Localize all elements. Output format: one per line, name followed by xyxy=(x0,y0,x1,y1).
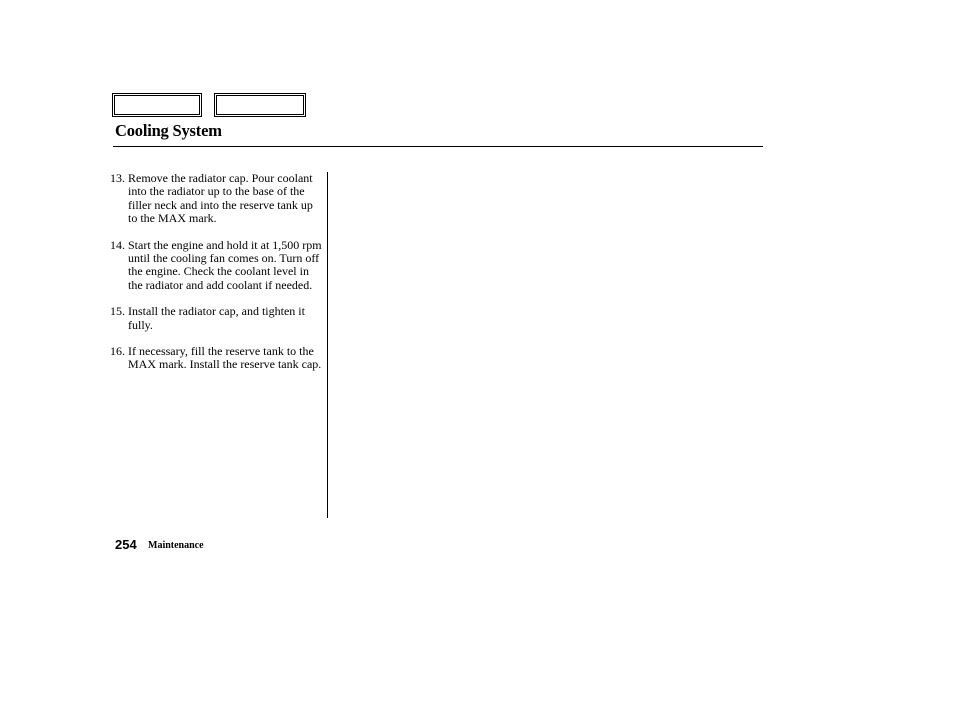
step-number: 16. xyxy=(110,344,125,359)
footer-section-label: Maintenance xyxy=(148,540,204,551)
step-item xyxy=(110,345,322,372)
nav-button-main-menu[interactable] xyxy=(112,93,202,117)
instruction-list xyxy=(110,172,322,385)
step-number: 14. xyxy=(110,237,125,252)
step-text: Remove the radiator cap. Pour coolant into the radiator up to the base of the filler neck and into the reserve tank up to the MAX mark. xyxy=(128,171,313,226)
column-divider xyxy=(327,172,328,518)
step-text: Install the radiator cap, and tighten it fully. xyxy=(128,304,305,332)
step-item xyxy=(110,172,322,226)
title-divider xyxy=(113,146,763,147)
step-text: Start the engine and hold it at 1,500 rpm until the cooling fan comes on. Turn off the engine. Check the coolant level in the radiator and add coolant if needed. xyxy=(128,237,322,292)
step-number: 15. xyxy=(110,304,125,319)
page-number: 254 xyxy=(115,537,137,552)
step-item xyxy=(110,305,322,332)
step-number: 13. xyxy=(110,171,125,185)
step-text: If necessary, fill the reserve tank to the MAX mark. Install the reserve tank cap. xyxy=(128,344,322,372)
step-item xyxy=(110,239,322,293)
page-title: Cooling System xyxy=(115,121,222,140)
nav-button-table-of-contents[interactable] xyxy=(214,93,306,117)
